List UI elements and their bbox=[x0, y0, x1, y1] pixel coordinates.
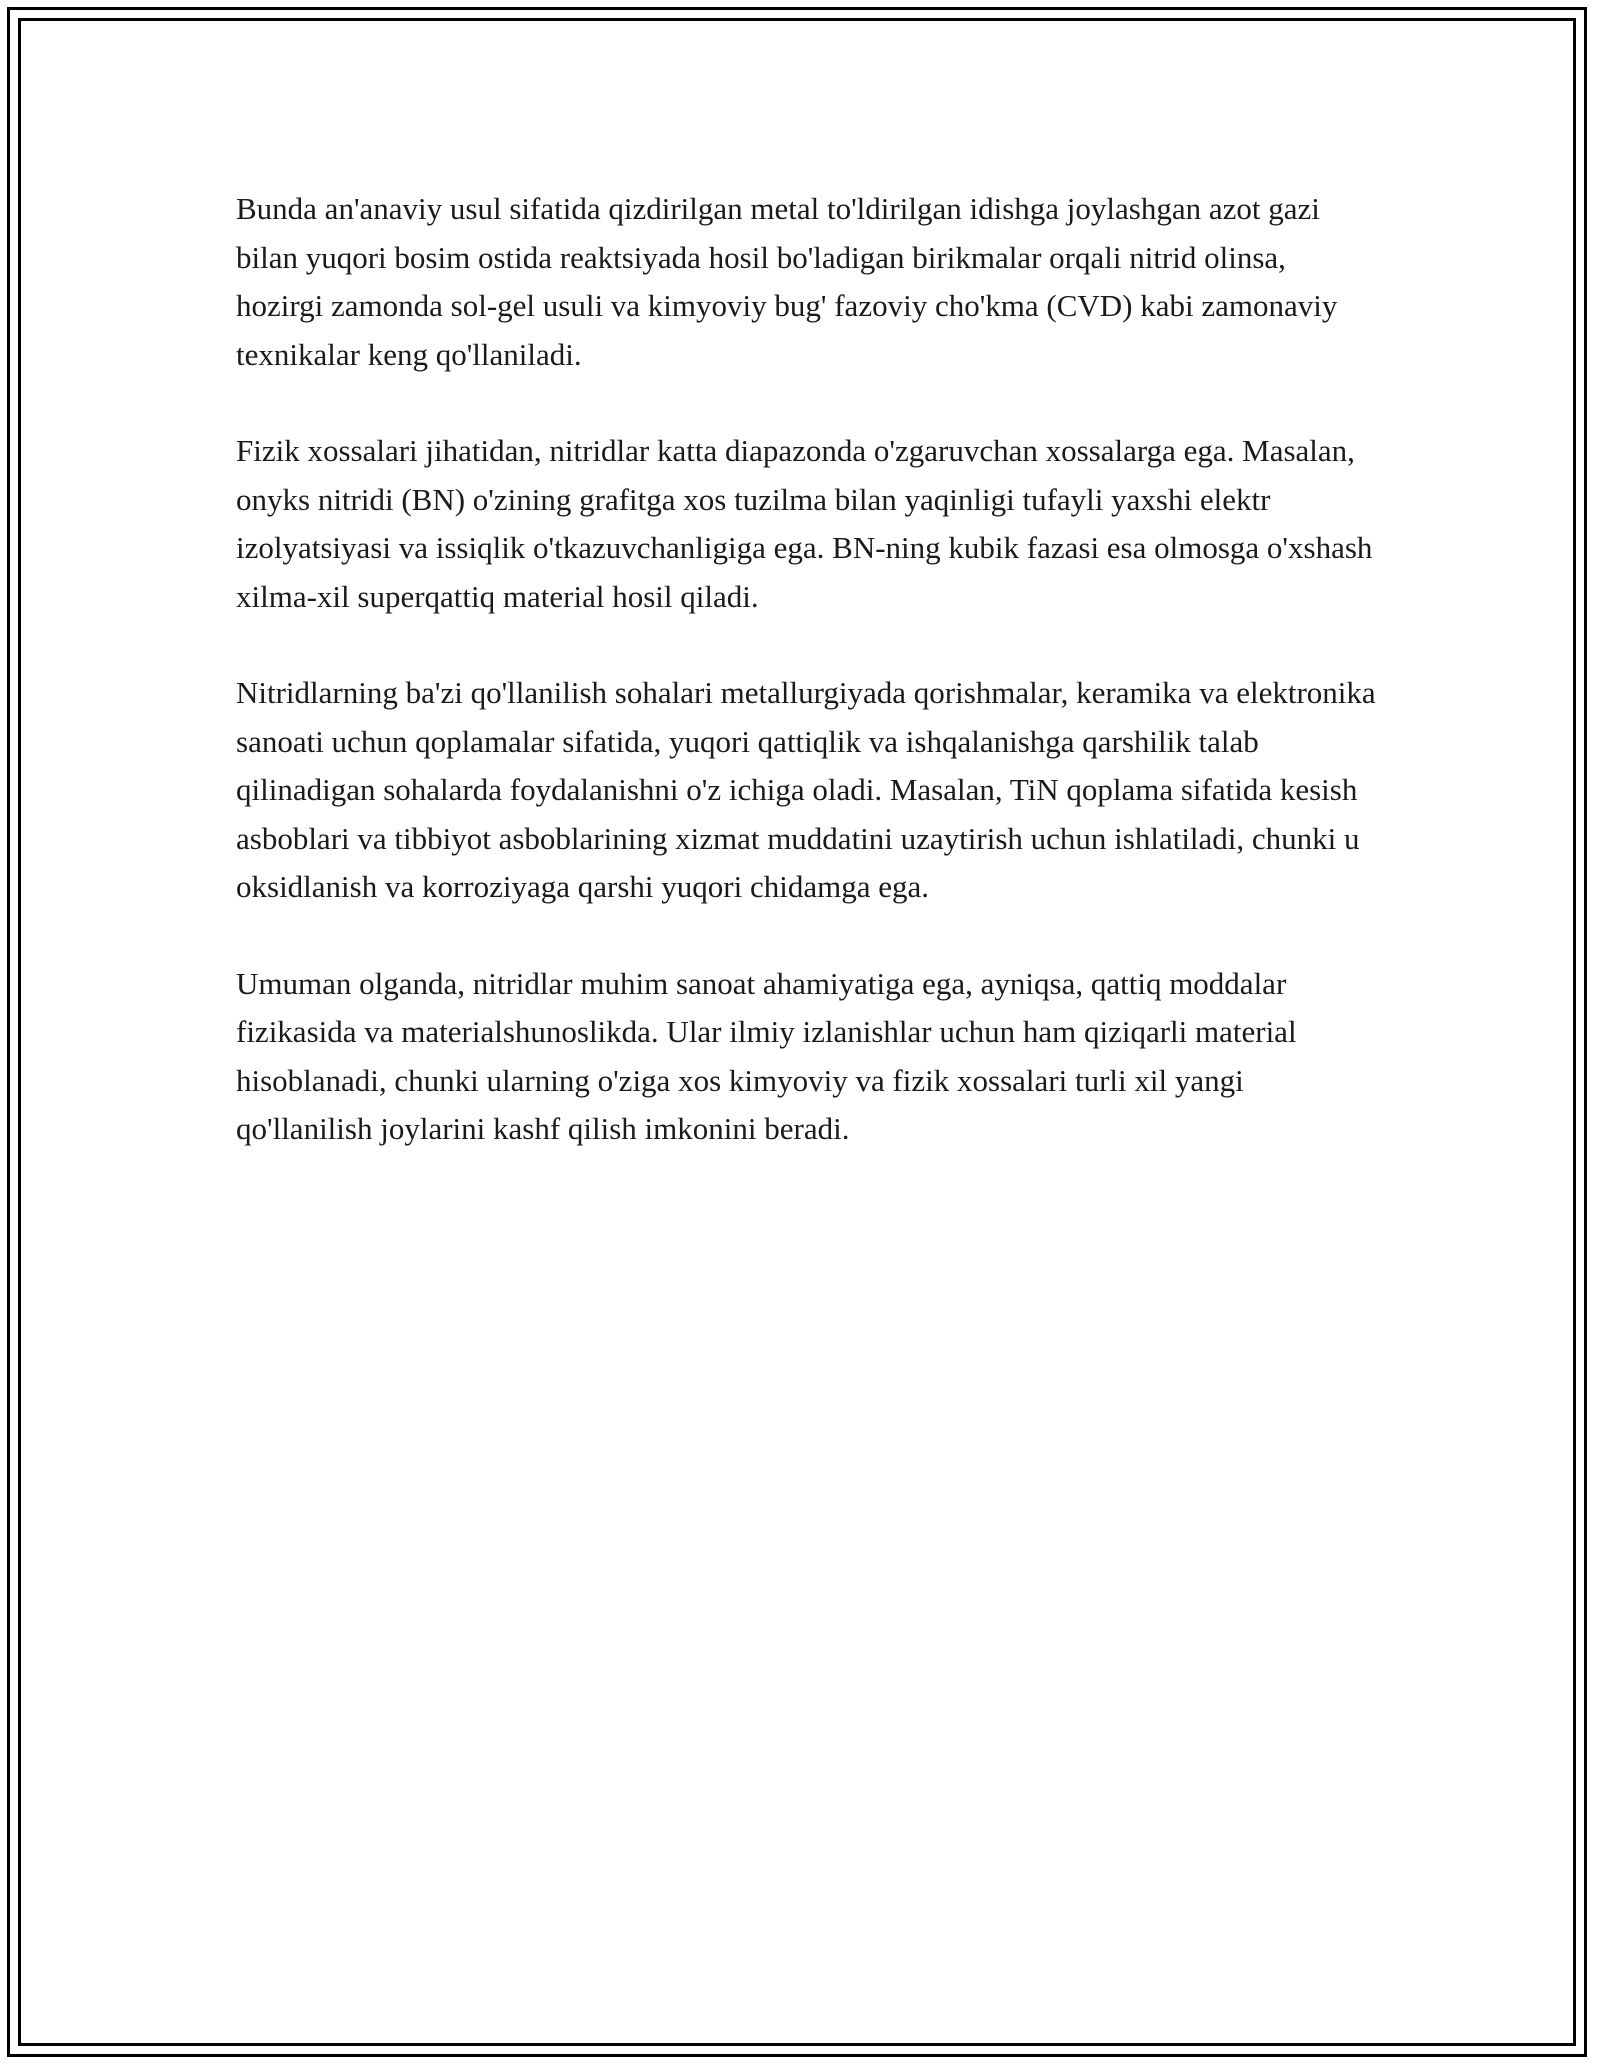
paragraph-3: Nitridlarning ba'zi qo'llanilish sohalari metallurgiyada qorishmalar, keramika va elektronika sanoati uchun qoplamalar sifatida, yuqori qattiqlik va ishqalanishga qarshilik talab qilinadigan sohalarda foydalanishni o'z ichiga oladi. Masalan, TiN qoplama sifatida kesish asboblari va tibbiyot asboblarining xizmat muddatini uzaytirish uchun ishlatiladi, chunki u oksidlanish va korroziyaga qarshi yuqori chidamga ega. bbox=[236, 675, 1376, 904]
paragraph-2: Fizik xossalari jihatidan, nitridlar katta diapazonda o'zgaruvchan xossalarga ega. Masalan, onyks nitridi (BN) o'zining grafitga xos tuzilma bilan yaqinligi tufayli yaxshi elektr izolyatsiyasi va issiqlik o'tkazuvchanligiga ega. BN-ning kubik fazasi esa olmosga o'xshash xilma-xil superqattiq material hosil qiladi. bbox=[236, 433, 1373, 614]
paragraph-4: Umuman olganda, nitridlar muhim sanoat ahamiyatiga ega, ayniqsa, qattiq moddalar fizikasida va materialshunoslikda. Ular ilmiy izlanishlar uchun ham qiziqarli material hisoblanadi, chunki ularning o'ziga xos kimyoviy va fizik xossalari turli xil yangi qo'llanilish joylarini kashf qilish imkonini beradi. bbox=[236, 965, 1297, 1146]
document-body bbox=[236, 185, 1376, 1202]
paragraph-1: Bunda an'anaviy usul sifatida qizdirilgan metal to'ldirilgan idishga joylashgan azot gazi bilan yuqori bosim ostida reaktsiyada hosil bo'ladigan birikmalar orqali nitrid olinsa, hozirgi zamonda sol-gel usuli va kimyoviy bug' fazoviy cho'kma (CVD) kabi zamonaviy texnikalar keng qo'llaniladi. bbox=[236, 191, 1338, 372]
